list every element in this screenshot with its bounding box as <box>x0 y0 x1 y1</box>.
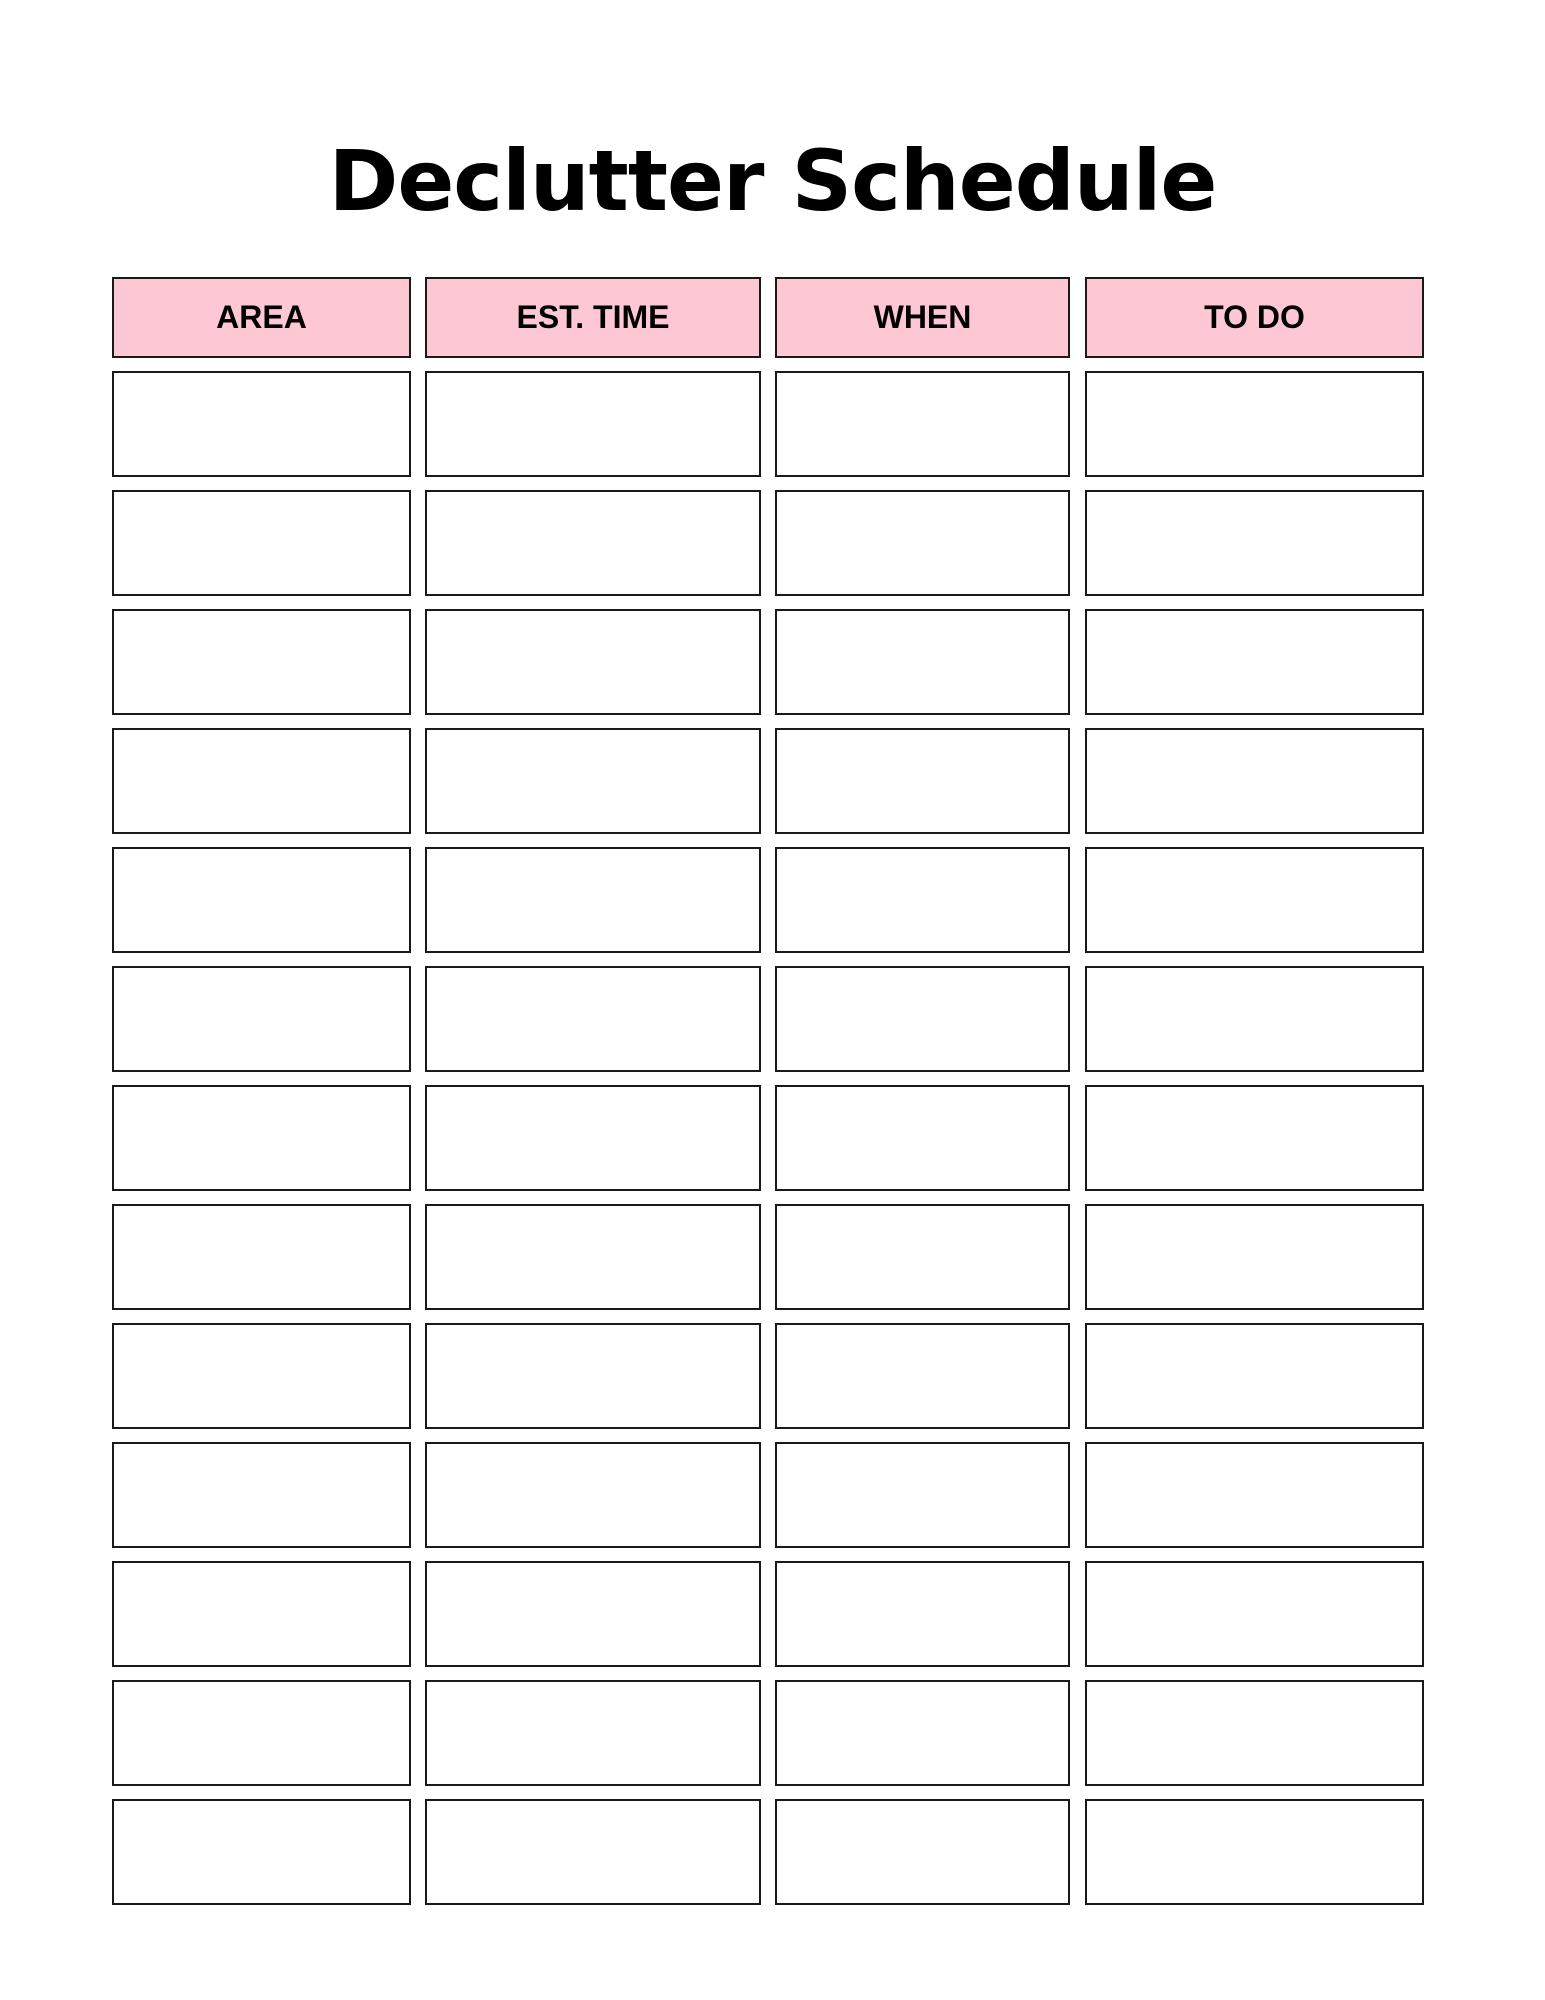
table-cell-row-7-col-4[interactable] <box>1085 1085 1424 1191</box>
table-cell-row-11-col-3[interactable] <box>775 1561 1070 1667</box>
table-cell-row-3-col-3[interactable] <box>775 609 1070 715</box>
table-cell-row-5-col-3[interactable] <box>775 847 1070 953</box>
column-header-est-time: EST. TIME <box>425 277 761 358</box>
table-cell-row-6-col-1[interactable] <box>112 966 411 1072</box>
table-cell-row-3-col-4[interactable] <box>1085 609 1424 715</box>
column-header-when: WHEN <box>775 277 1070 358</box>
table-cell-row-9-col-4[interactable] <box>1085 1323 1424 1429</box>
table-cell-row-12-col-2[interactable] <box>425 1680 761 1786</box>
table-cell-row-7-col-2[interactable] <box>425 1085 761 1191</box>
table-cell-row-13-col-2[interactable] <box>425 1799 761 1905</box>
table-cell-row-9-col-2[interactable] <box>425 1323 761 1429</box>
table-cell-row-6-col-2[interactable] <box>425 966 761 1072</box>
page-title: Declutter Schedule <box>328 132 1217 230</box>
table-cell-row-6-col-4[interactable] <box>1085 966 1424 1072</box>
table-cell-row-11-col-2[interactable] <box>425 1561 761 1667</box>
table-cell-row-3-col-1[interactable] <box>112 609 411 715</box>
table-cell-row-7-col-3[interactable] <box>775 1085 1070 1191</box>
table-cell-row-10-col-4[interactable] <box>1085 1442 1424 1548</box>
table-cell-row-10-col-1[interactable] <box>112 1442 411 1548</box>
table-cell-row-13-col-4[interactable] <box>1085 1799 1424 1905</box>
table-cell-row-8-col-3[interactable] <box>775 1204 1070 1310</box>
table-cell-row-2-col-1[interactable] <box>112 490 411 596</box>
table-cell-row-2-col-4[interactable] <box>1085 490 1424 596</box>
table-cell-row-5-col-2[interactable] <box>425 847 761 953</box>
table-cell-row-8-col-1[interactable] <box>112 1204 411 1310</box>
column-header-area: AREA <box>112 277 411 358</box>
table-cell-row-1-col-4[interactable] <box>1085 371 1424 477</box>
table-cell-row-5-col-1[interactable] <box>112 847 411 953</box>
table-cell-row-12-col-3[interactable] <box>775 1680 1070 1786</box>
table-cell-row-10-col-2[interactable] <box>425 1442 761 1548</box>
table-cell-row-2-col-2[interactable] <box>425 490 761 596</box>
table-cell-row-10-col-3[interactable] <box>775 1442 1070 1548</box>
table-cell-row-12-col-1[interactable] <box>112 1680 411 1786</box>
table-cell-row-7-col-1[interactable] <box>112 1085 411 1191</box>
table-cell-row-1-col-3[interactable] <box>775 371 1070 477</box>
table-cell-row-8-col-4[interactable] <box>1085 1204 1424 1310</box>
table-cell-row-1-col-1[interactable] <box>112 371 411 477</box>
table-cell-row-6-col-3[interactable] <box>775 966 1070 1072</box>
table-cell-row-4-col-1[interactable] <box>112 728 411 834</box>
table-cell-row-4-col-4[interactable] <box>1085 728 1424 834</box>
column-header-to-do: TO DO <box>1085 277 1424 358</box>
table-cell-row-3-col-2[interactable] <box>425 609 761 715</box>
table-cell-row-2-col-3[interactable] <box>775 490 1070 596</box>
table-cell-row-4-col-2[interactable] <box>425 728 761 834</box>
table-cell-row-9-col-1[interactable] <box>112 1323 411 1429</box>
table-cell-row-1-col-2[interactable] <box>425 371 761 477</box>
table-cell-row-11-col-4[interactable] <box>1085 1561 1424 1667</box>
table-cell-row-4-col-3[interactable] <box>775 728 1070 834</box>
table-cell-row-12-col-4[interactable] <box>1085 1680 1424 1786</box>
table-cell-row-5-col-4[interactable] <box>1085 847 1424 953</box>
table-cell-row-13-col-3[interactable] <box>775 1799 1070 1905</box>
table-cell-row-8-col-2[interactable] <box>425 1204 761 1310</box>
table-cell-row-13-col-1[interactable] <box>112 1799 411 1905</box>
table-cell-row-9-col-3[interactable] <box>775 1323 1070 1429</box>
table-cell-row-11-col-1[interactable] <box>112 1561 411 1667</box>
